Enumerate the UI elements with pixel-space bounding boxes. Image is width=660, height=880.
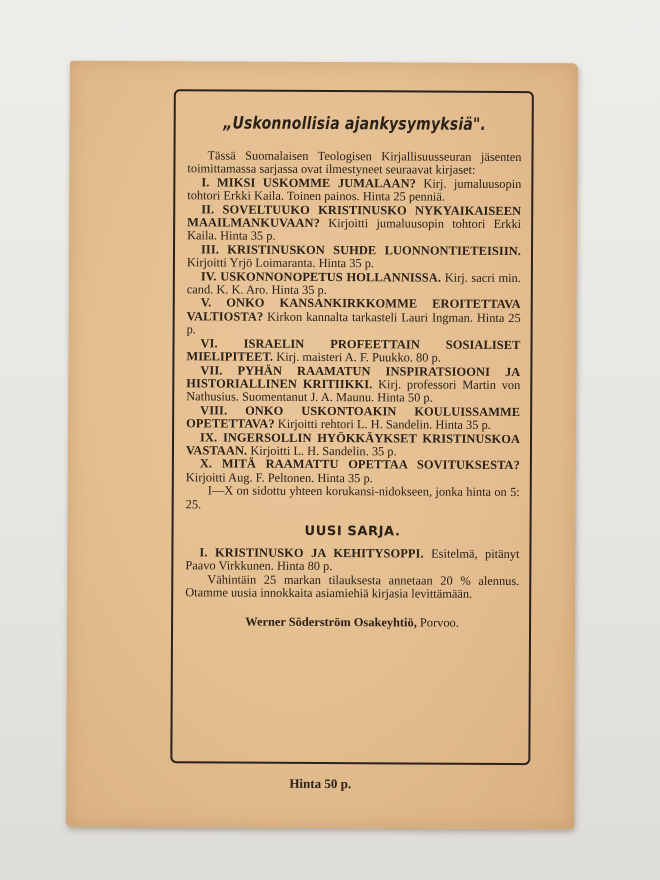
- entry-text: Kirjoitti jumaluusopin tohtori Erkki Kaila. Hinta 35 p.: [187, 216, 522, 244]
- list-item: [186, 458, 520, 487]
- entry-title: V. ONKO KANSANKIRKKOMME EROITETTAVA VALTIOSTA?: [186, 295, 521, 324]
- publisher-name: Werner Söderström Osakeyhtiö,: [245, 614, 417, 630]
- list-item: [187, 176, 521, 205]
- entry-title: III. KRISTINUSKON SUHDE LUONNONTIETEISIIN.: [200, 242, 522, 258]
- list-item: [187, 297, 521, 339]
- list-item: [186, 364, 520, 406]
- publisher-line: [185, 614, 519, 631]
- list-item: [187, 243, 521, 272]
- entry-text: Kirj. professori Martin von Nathusius. Suomentanut J. A. Maunu. Hinta 50 p.: [186, 377, 521, 405]
- list-item: [185, 546, 519, 575]
- entry-title: II. SOVELTUUKO KRISTINUSKO NYKYAIKAISEEN MAAILMANKUVAAN?: [187, 201, 522, 231]
- entry-text: Kirjoitti Aug. F. Peltonen. Hinta 35 p.: [185, 470, 373, 486]
- entry-title: X. MITÄ RAAMATTU OPETTAA SOVITUKSESTA?: [199, 456, 520, 473]
- entry-text: Kirj. maisteri A. F. Puukko. 80 p.: [276, 349, 441, 365]
- cover-price: Hinta 50 p.: [289, 775, 352, 792]
- entry-text: Kirjoitti L. H. Sandelin. 35 p.: [250, 443, 397, 459]
- entry-text: Kirjoitti rehtori L. H. Sandelin. Hinta 35 p.: [277, 416, 491, 433]
- discount-note: Vähintäin 25 markan tilauksesta annetaan 20 % alennus. Otamme uusia innokkaita asiamiehiä kirjasia levittämään.: [185, 572, 520, 601]
- list-item: [187, 270, 521, 299]
- entry-title: VI. ISRAELIN PROFEETTAIN SOSIALISET MIELIPITEET.: [186, 336, 521, 364]
- entry-title: I. MIKSI USKOMME JUMALAAN?: [201, 175, 416, 191]
- entry-text: Kirj. sacri min. cand. K. K. Aro. Hinta 35 p.: [186, 270, 521, 298]
- list-item: [187, 203, 521, 245]
- list-item: [186, 404, 520, 433]
- series-title: „Uskonnollisia ajankysymyksiä".: [223, 113, 487, 135]
- new-series-heading: UUSI SARJA.: [304, 523, 401, 540]
- booklet-back-cover: [66, 61, 578, 830]
- advertisement-frame: [170, 89, 534, 765]
- entry-text: Kirkon kannalta tarkasteli Lauri Ingman. Hinta 25 p.: [186, 309, 521, 337]
- list-item: [186, 337, 520, 366]
- entry-title: IV. USKONNONOPETUS HOLLANNISSA.: [200, 269, 442, 285]
- intro-text: Tässä Suomalaisen Teologisen Kirjallisuusseuran jäsenten toimittamassa sarjassa ovat ilmestyneet seuraavat kirjaset:: [187, 148, 522, 178]
- publisher-place: Porvoo.: [419, 615, 459, 630]
- entry-text: Kirj. jumaluusopin tohtori Erkki Kaila. Toinen painos. Hinta 25 penniä.: [187, 176, 522, 204]
- entry-text: Esitelmä, pitänyt Paavo Virkkunen. Hinta 80 p.: [185, 546, 520, 574]
- entry-text: Kirjoitti Yrjö Loimaranta. Hinta 35 p.: [186, 255, 375, 271]
- entry-title: VII. PYHÄN RAAMATUN INSPIRATSIOONI JA HISTORIALLINEN KRITIIKKI.: [186, 362, 521, 392]
- entry-list: [186, 176, 522, 486]
- entry-title: VIII. ONKO USKONTOAKIN KOULUISSAMME OPETETTAVA?: [186, 403, 521, 431]
- list-item: [186, 431, 520, 460]
- entry-title: I. KRISTINUSKO JA KEHITYSOPPI.: [199, 545, 424, 561]
- binding-note: I—X on sidottu yhteen korukansi-nidokseen, jonka hinta on 5: 25.: [185, 483, 520, 511]
- entry-title: IX. INGERSOLLIN HYÖKKÄYKSET KRISTINUSKOA VASTAAN.: [185, 429, 521, 458]
